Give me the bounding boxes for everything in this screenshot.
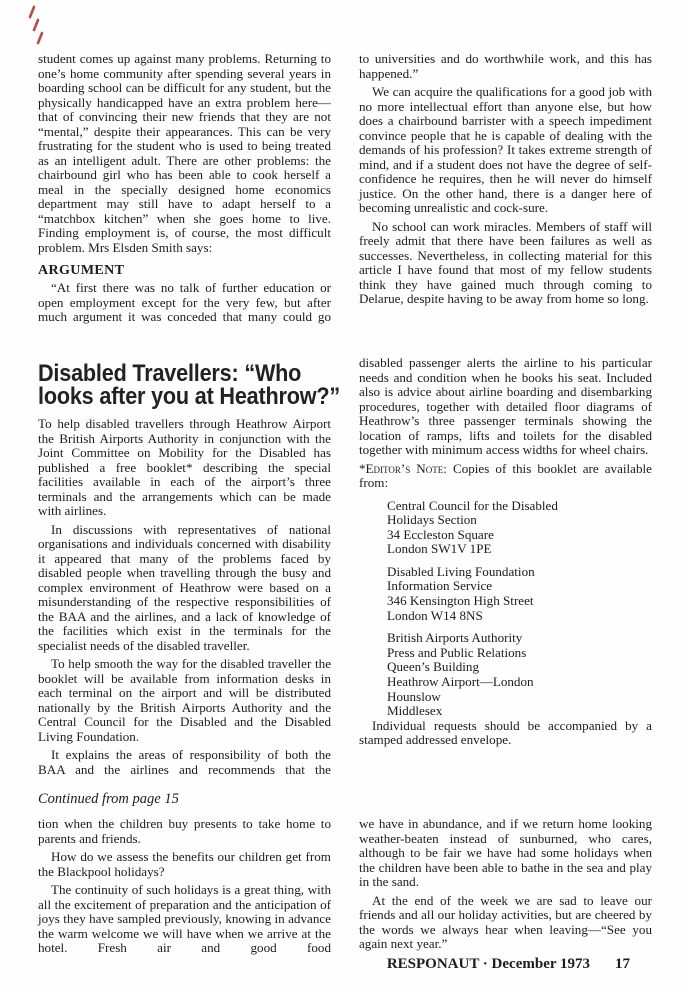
continued-from-label: Continued from page 15 <box>38 791 179 807</box>
top-left-column <box>38 52 331 342</box>
address-line: Heathrow Airport—London <box>387 674 534 690</box>
article-headline <box>38 360 341 410</box>
paragraph: At the end of the week we are sad to leave our friends and all our holiday activities, but are cheered by the words we always hear when leaving—“See you again next year.” <box>359 892 652 951</box>
editors-note <box>359 462 652 491</box>
editors-note-text: : Copies of this booklet are available from: <box>359 460 652 490</box>
article-left-column <box>38 356 341 777</box>
address-line: British Airports Authority <box>387 630 523 646</box>
paragraph: How do we assess the benefits our children get from the Blackpool holidays? <box>38 849 331 879</box>
top-section <box>38 52 652 342</box>
address-line: 346 Kensington High Street <box>387 593 534 609</box>
article-section <box>38 355 652 777</box>
address-line: London SW1V 1PE <box>387 541 492 557</box>
headline-line-1: Disabled Travellers: “Who <box>38 360 302 387</box>
paragraph: To help disabled travellers through Heathrow Airport the British Airports Authority in conjunction with the Joint Committee on Mobility for the Disabled has published a free booklet* describing the special facilities available in each of the airport’s three terminals and the arrangements which can be made with airlines. <box>38 416 331 518</box>
address-line: Information Service <box>387 578 493 594</box>
bottom-right-column <box>359 817 652 956</box>
red-pen-marks-icon <box>26 4 46 48</box>
top-right-column <box>359 52 652 342</box>
paragraph: In discussions with representatives of national organisations and individuals concerned with disability it appeared that many of the problems faced by disabled people when travelling through the busy and complex environment of Heathrow were based on a misunderstanding of the respective responsibilities of the BAA and the airlines, and a lack of knowledge of the facilities which exist in the terminals for the specialist needs of the disabled traveller. <box>38 521 331 653</box>
bottom-left-column <box>38 817 331 956</box>
page-number: 17 <box>615 955 630 972</box>
paragraph: disabled passenger alerts the airline to his particular needs and condition when he books his seat. Included also is advice about airline boarding and disembarking procedures, together with detailed floor diagrams of Heathrow’s three passenger terminals showing the location of ramps, lifts and toilets for the disabled together with minimum access widths for wheel chairs. <box>359 355 652 457</box>
paragraph: to universities and do worthwhile work, and this has happened.” <box>359 51 652 81</box>
address-line: Holidays Section <box>387 512 477 528</box>
page-footer <box>38 956 652 973</box>
address-line: Central Council for the Disabled <box>387 497 558 513</box>
address-block-central-council <box>359 499 652 557</box>
paragraph: No school can work miracles. Members of staff will freely admit that there have been failures as well as successes. Nevertheless, in collecting material for this article I have found that most of my fellow students think they have gained much through coming to Delarue, despite having to be away from home so long. <box>359 218 652 306</box>
editors-note-label: Editor’s Note <box>365 460 444 476</box>
address-line: Queen’s Building <box>387 659 480 675</box>
argument-heading: ARGUMENT <box>38 263 125 278</box>
address-block-disabled-living-foundation <box>359 565 652 623</box>
address-line: London W14 8NS <box>387 607 483 623</box>
address-line: Middlesex <box>387 703 443 719</box>
footnote-asterisk: * <box>359 460 366 476</box>
paragraph: It explains the areas of responsibility of both the BAA and the airlines and recommends that the <box>38 747 331 777</box>
paragraph: To help smooth the way for the disabled traveller the booklet will be available from information desks in each terminal on the airport and will be distributed nationally by the British Airports Authority and the Central Council for the Disabled and the Disabled Living Foundation. <box>38 656 331 744</box>
paragraph: We can acquire the qualifications for a good job with no more intellectual effort than anyone else, but how does a chairbound barrister with a speech impediment convince people that he is capable of dealing with the demands of his profession? It takes extreme strength of mind, and if a student does not have the degree of self-confidence he requires, then he will never do himself justice. On the other hand, there is a danger here of becoming unrealistic and cock-sure. <box>359 84 652 215</box>
headline-line-2: looks after you at Heathrow?” <box>38 382 341 410</box>
journal-title: RESPONAUT · December 1973 <box>386 955 590 972</box>
paragraph: The continuity of such holidays is a great thing, with all the excitement of preparation and the anticipation of joys they have sampled previously, knowing in advance the warm welcome we will have when we arrive at the hotel. Fresh air and good food <box>38 882 331 955</box>
paragraph: “At first there was no talk of further education or open employment except for the very few, but after much argument it was conceded that many could go <box>38 280 331 324</box>
address-line: Disabled Living Foundation <box>387 563 535 579</box>
paragraph: we have in abundance, and if we return home looking weather-beaten instead of sunburned, who cares, although to be fair we have had some holidays when the children have been able to bathe in the sea and play in the sand. <box>359 816 652 889</box>
address-block-british-airports-authority <box>359 631 652 719</box>
address-line: Press and Public Relations <box>387 644 527 660</box>
address-line: Hounslow <box>387 688 441 704</box>
paragraph: student comes up against many problems. Returning to one’s home community after spending several years in boarding school can be difficult for any student, but the physically handicapped have an extra problem here—that of convincing their new friends that they are not “mental,” despite their appearances. This can be very frustrating for the student who is used to being treated as an intelligent adult. There are other problems: the chairbound girl who has been able to cook herself a meal in the specially designed home economics department may still have to adapt herself to a “matchbox kitchen” when she goes home to live. Finding employment is, of course, the most difficult problem. Mrs Elsden Smith says: <box>38 51 331 255</box>
bottom-section <box>38 817 652 956</box>
article-right-column <box>359 356 652 764</box>
paragraph: Individual requests should be accompanied by a stamped addressed envelope. <box>359 717 652 748</box>
paragraph: tion when the children buy presents to take home to parents and friends. <box>38 816 331 846</box>
address-line: 34 Eccleston Square <box>387 526 494 542</box>
